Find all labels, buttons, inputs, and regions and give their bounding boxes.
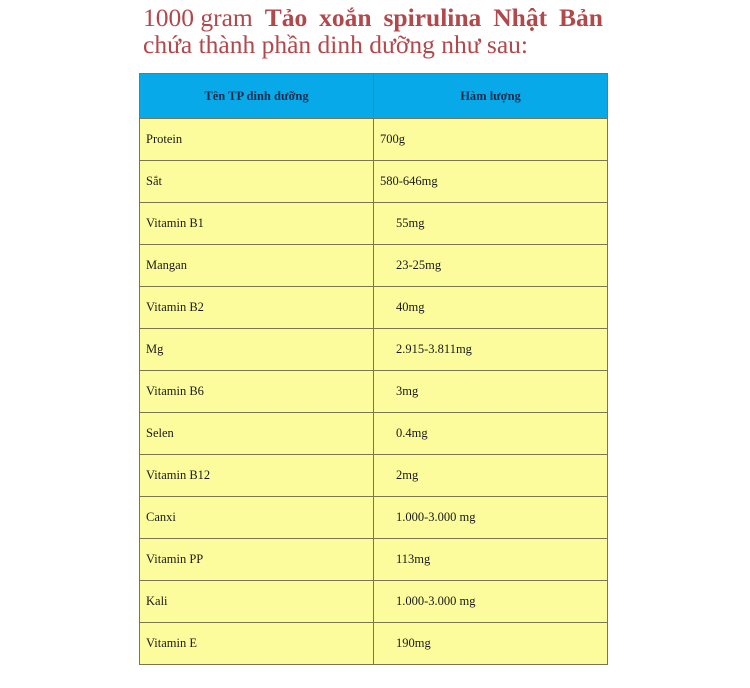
amount-cell: 190mg bbox=[374, 623, 608, 665]
amount-cell: 1.000-3.000 mg bbox=[374, 581, 608, 623]
nutrient-name-cell: Mangan bbox=[140, 245, 374, 287]
table-row bbox=[140, 413, 608, 455]
amount-cell: 55mg bbox=[374, 203, 608, 245]
title-bold-word: spirulina bbox=[383, 3, 482, 32]
title-bold-word: xoắn bbox=[319, 3, 372, 32]
nutrient-name-cell: Kali bbox=[140, 581, 374, 623]
title-bold-word: Nhật bbox=[493, 3, 548, 32]
nutrient-name-cell: Mg bbox=[140, 329, 374, 371]
amount-cell: 0.4mg bbox=[374, 413, 608, 455]
table-row bbox=[140, 371, 608, 413]
table-row bbox=[140, 497, 608, 539]
nutrient-name-cell: Selen bbox=[140, 413, 374, 455]
table-row bbox=[140, 539, 608, 581]
nutrient-name-cell: Vitamin PP bbox=[140, 539, 374, 581]
nutrient-name-cell: Canxi bbox=[140, 497, 374, 539]
nutrition-table bbox=[139, 73, 608, 665]
table-row bbox=[140, 581, 608, 623]
amount-cell: 2mg bbox=[374, 455, 608, 497]
table-row bbox=[140, 119, 608, 161]
nutrient-name-cell: Vitamin B2 bbox=[140, 287, 374, 329]
table-row bbox=[140, 623, 608, 665]
nutrient-name-cell: Vitamin B1 bbox=[140, 203, 374, 245]
nutrient-name-cell: Vitamin E bbox=[140, 623, 374, 665]
title-prefix: 1000 gram bbox=[143, 3, 253, 32]
header-amount: Hàm lượng bbox=[374, 74, 608, 119]
title-bold-word: Bản bbox=[558, 3, 603, 32]
amount-cell: 2.915-3.811mg bbox=[374, 329, 608, 371]
header-nutrient-name: Tên TP dinh dưỡng bbox=[140, 74, 374, 119]
table-row bbox=[140, 203, 608, 245]
table-row bbox=[140, 287, 608, 329]
document-title bbox=[143, 4, 603, 58]
amount-cell: 40mg bbox=[374, 287, 608, 329]
title-bold-word: Tảo bbox=[264, 3, 308, 32]
amount-cell: 1.000-3.000 mg bbox=[374, 497, 608, 539]
nutrient-name-cell: Vitamin B6 bbox=[140, 371, 374, 413]
table-row bbox=[140, 455, 608, 497]
nutrient-name-cell: Vitamin B12 bbox=[140, 455, 374, 497]
table-row bbox=[140, 161, 608, 203]
table-row bbox=[140, 245, 608, 287]
amount-cell: 3mg bbox=[374, 371, 608, 413]
title-line-1 bbox=[143, 4, 603, 31]
nutrient-name-cell: Protein bbox=[140, 119, 374, 161]
nutrient-name-cell: Sắt bbox=[140, 161, 374, 203]
title-line-2: chứa thành phần dinh dưỡng như sau: bbox=[143, 30, 528, 59]
amount-cell: 700g bbox=[374, 119, 608, 161]
table-header-row bbox=[140, 74, 608, 119]
amount-cell: 113mg bbox=[374, 539, 608, 581]
table-row bbox=[140, 329, 608, 371]
amount-cell: 23-25mg bbox=[374, 245, 608, 287]
amount-cell: 580-646mg bbox=[374, 161, 608, 203]
